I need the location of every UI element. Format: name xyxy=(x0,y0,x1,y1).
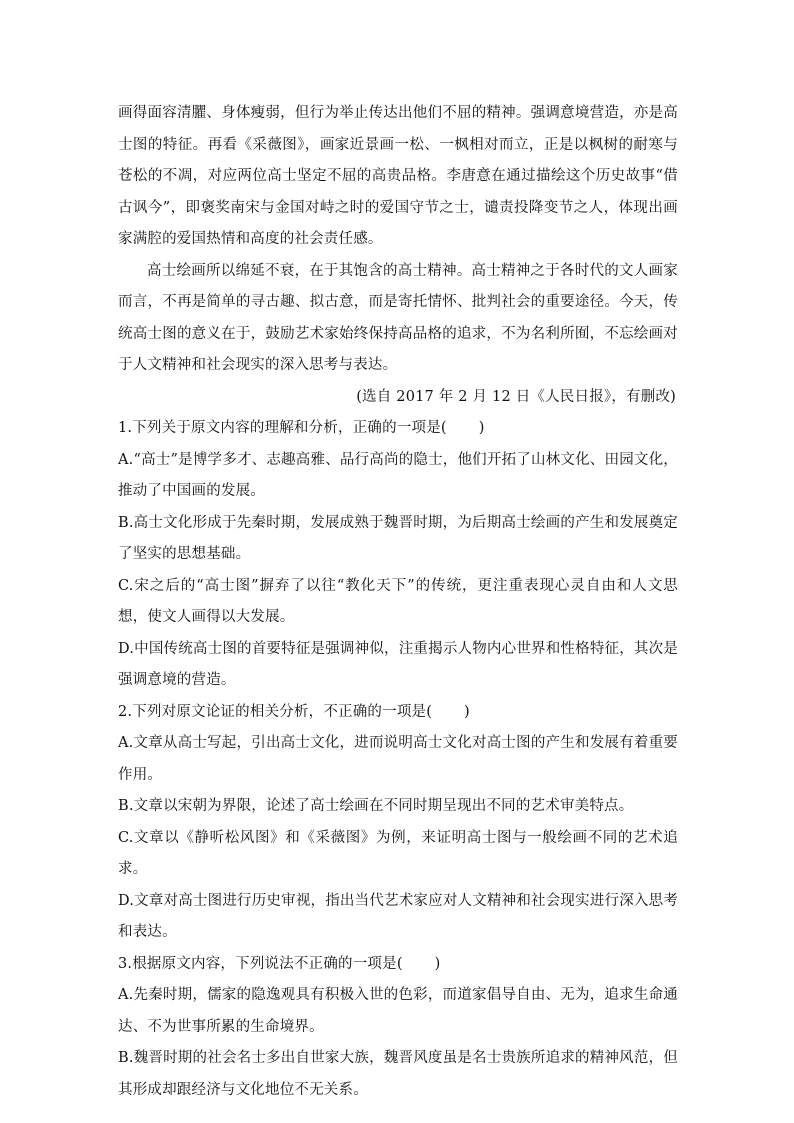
question-1-stem: 1.下列关于原文内容的理解和分析，正确的一项是( ) xyxy=(118,420,485,436)
document-page xyxy=(118,98,678,1106)
question-2-option-a: A.文章从高士写起，引出高士文化，进而说明高士文化对高士图的产生和发展有着重要作用。 xyxy=(118,735,678,783)
question-2-option-d: D.文章对高士图进行历史审视，指出当代艺术家应对人文精神和社会现实进行深入思考和表达。 xyxy=(118,892,679,940)
question-1-option-b: B.高士文化形成于先秦时期，发展成熟于魏晋时期，为后期高士绘画的产生和发展奠定了坚实的思想基础。 xyxy=(118,514,678,562)
question-3-option-a: A.先秦时期，儒家的隐逸观具有积极入世的色彩，而道家倡导自由、无为，追求生命通达、不为世事所累的生命境界。 xyxy=(118,987,678,1035)
passage-paragraph-1: 画得面容清臞、身体瘦弱，但行为举止传达出他们不屈的精神。强调意境营造，亦是高士图的特征。再看《采薇图》，画家近景画一松、一枫相对而立，正是以枫树的耐寒与苍松的不凋，对应两位高士坚定不屈的高贵品格。李唐意在通过描绘这个历史故事“借古讽今”，即褒奖南宋与金国对峙之时的爱国守节之士，谴责投降变节之人，体现出画家满腔的爱国热情和高度的社会责任感。 xyxy=(118,105,678,247)
question-3-option-b: B.魏晋时期的社会名士多出自世家大族，魏晋风度虽是名士贵族所追求的精神风范，但其形成却跟经济与文化地位不无关系。 xyxy=(118,1050,678,1098)
question-2-option-b: B.文章以宋朝为界限，论述了高士绘画在不同时期呈现出不同的艺术审美特点。 xyxy=(118,798,634,814)
passage-source: (选自 2017 年 2 月 12 日《人民日报》，有删改) xyxy=(356,388,676,405)
question-1-option-a: A.“高士”是博学多才、志趣高雅、品行高尚的隐士，他们开拓了山林文化、田园文化，推动了中国画的发展。 xyxy=(118,451,678,499)
passage-paragraph-2: 高士绘画所以绵延不衰，在于其饱含的高士精神。高士精神之于各时代的文人画家而言，不再是简单的寻古趣、拟古意，而是寄托情怀、批判社会的重要途径。今天，传统高士图的意义在于，鼓励艺术家始终保持高品格的追求，不为名利所囿，不忘绘画对于人文精神和社会现实的深入思考与表达。 xyxy=(118,262,678,373)
question-1-option-d: D.中国传统高士图的首要特征是强调神似，注重揭示人物内心世界和性格特征，其次是强调意境的营造。 xyxy=(118,640,679,688)
question-2-option-c: C.文章以《静听松风图》和《采薇图》为例，来证明高士图与一般绘画不同的艺术追求。 xyxy=(118,829,678,877)
question-2-stem: 2.下列对原文论证的相关分析，不正确的一项是( ) xyxy=(118,703,470,720)
question-1-option-c: C.宋之后的“高士图”摒弃了以往“教化天下”的传统，更注重表现心灵自由和人文思想，使文人画得以大发展。 xyxy=(118,577,678,625)
question-3-stem: 3.根据原文内容，下列说法不正确的一项是( ) xyxy=(118,955,441,972)
